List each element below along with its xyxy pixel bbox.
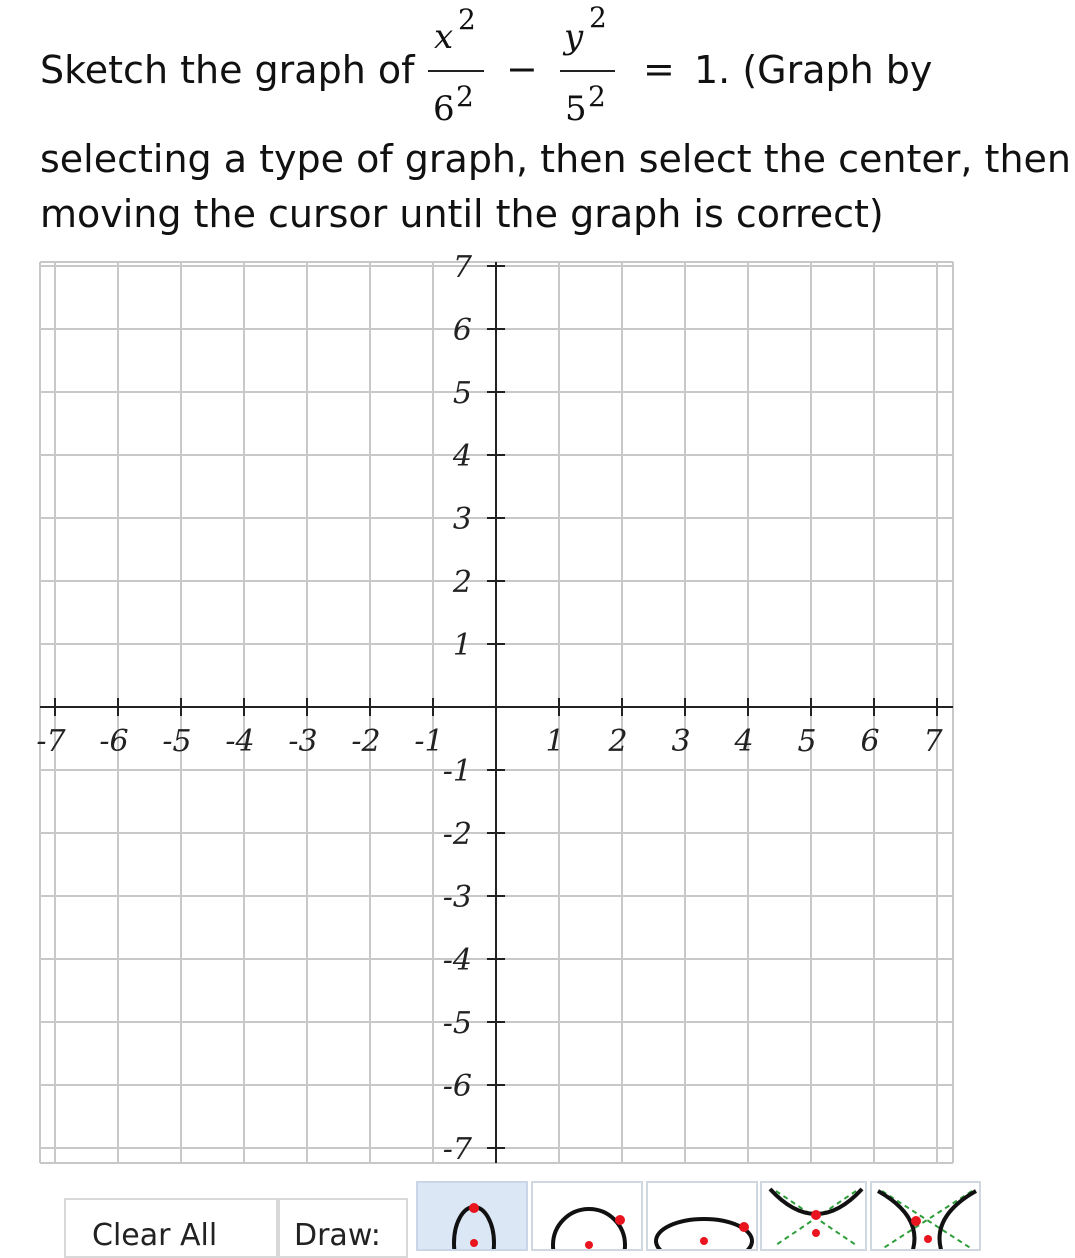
question-line2: selecting a type of graph, then select the center, then bbox=[40, 137, 1071, 181]
vertical-hyperbola-icon bbox=[762, 1183, 867, 1251]
x-tick-label: -6 bbox=[99, 724, 129, 759]
y-tick-label: 4 bbox=[452, 439, 472, 474]
fraction1-denominator-exp: 2 bbox=[456, 80, 474, 113]
draw-label: Draw: bbox=[294, 1218, 381, 1253]
fraction1-numerator-var: x bbox=[434, 17, 454, 57]
x-tick-label: -2 bbox=[351, 724, 381, 759]
x-tick-label: -5 bbox=[162, 724, 192, 759]
y-tick-label: 5 bbox=[452, 376, 472, 411]
x-tick-label: -1 bbox=[414, 724, 444, 759]
fraction2-denominator-base: 5 bbox=[565, 89, 587, 129]
x-tick-label: 2 bbox=[608, 724, 628, 759]
fraction1-denominator-base: 6 bbox=[433, 89, 455, 129]
clear-all-button[interactable] bbox=[64, 1198, 278, 1258]
x-tick-label: -4 bbox=[225, 724, 255, 759]
draw-label-box bbox=[278, 1198, 408, 1258]
horizontal-hyperbola-icon bbox=[872, 1183, 981, 1251]
y-tick-label: -2 bbox=[442, 817, 472, 852]
y-tick-label: -3 bbox=[442, 880, 472, 915]
y-tick-label: 1 bbox=[452, 628, 472, 663]
x-tick-label: 3 bbox=[671, 724, 691, 759]
x-tick-label: 6 bbox=[860, 724, 880, 759]
fraction2-numerator-exp: 2 bbox=[589, 1, 607, 34]
y-tick-label: -6 bbox=[442, 1069, 472, 1104]
horizontal-hyperbola-tool[interactable] bbox=[870, 1181, 981, 1251]
circle-tool[interactable] bbox=[531, 1181, 643, 1251]
x-tick-label: 5 bbox=[797, 724, 817, 759]
question-rhs: 1. (Graph by bbox=[694, 48, 933, 92]
x-tick-label: -3 bbox=[288, 724, 318, 759]
clear-all-label: Clear All bbox=[92, 1218, 218, 1253]
minus-sign: − bbox=[506, 47, 538, 91]
fraction2-numerator-var: y bbox=[564, 17, 584, 57]
y-tick-label: -1 bbox=[442, 754, 472, 789]
axes bbox=[40, 262, 953, 1163]
y-tick-label: -5 bbox=[442, 1006, 472, 1041]
circle-icon bbox=[533, 1183, 643, 1251]
x-tick-label: -7 bbox=[36, 724, 66, 759]
equals-sign: = bbox=[643, 47, 675, 91]
vertical-ellipse-tool[interactable] bbox=[416, 1181, 528, 1251]
tick-labels bbox=[36, 250, 943, 1167]
vertical-ellipse-icon bbox=[418, 1183, 528, 1251]
y-tick-label: 6 bbox=[452, 313, 472, 348]
y-tick-label: 3 bbox=[452, 502, 472, 537]
y-tick-label: 7 bbox=[452, 250, 472, 285]
vertical-hyperbola-tool[interactable] bbox=[760, 1181, 867, 1251]
horizontal-ellipse-icon bbox=[648, 1183, 758, 1251]
question-prefix: Sketch the graph of bbox=[40, 48, 415, 92]
x-tick-label: 4 bbox=[734, 724, 754, 759]
y-tick-label: -4 bbox=[442, 943, 472, 978]
y-tick-label: -7 bbox=[442, 1132, 472, 1167]
horizontal-ellipse-tool[interactable] bbox=[646, 1181, 758, 1251]
y-tick-label: 2 bbox=[452, 565, 472, 600]
fraction1-numerator-exp: 2 bbox=[458, 3, 476, 36]
x-tick-label: 7 bbox=[923, 724, 943, 759]
x-tick-label: 1 bbox=[545, 724, 565, 759]
fraction2-denominator-exp: 2 bbox=[588, 80, 606, 113]
question-line3: moving the cursor until the graph is correct) bbox=[40, 192, 884, 236]
